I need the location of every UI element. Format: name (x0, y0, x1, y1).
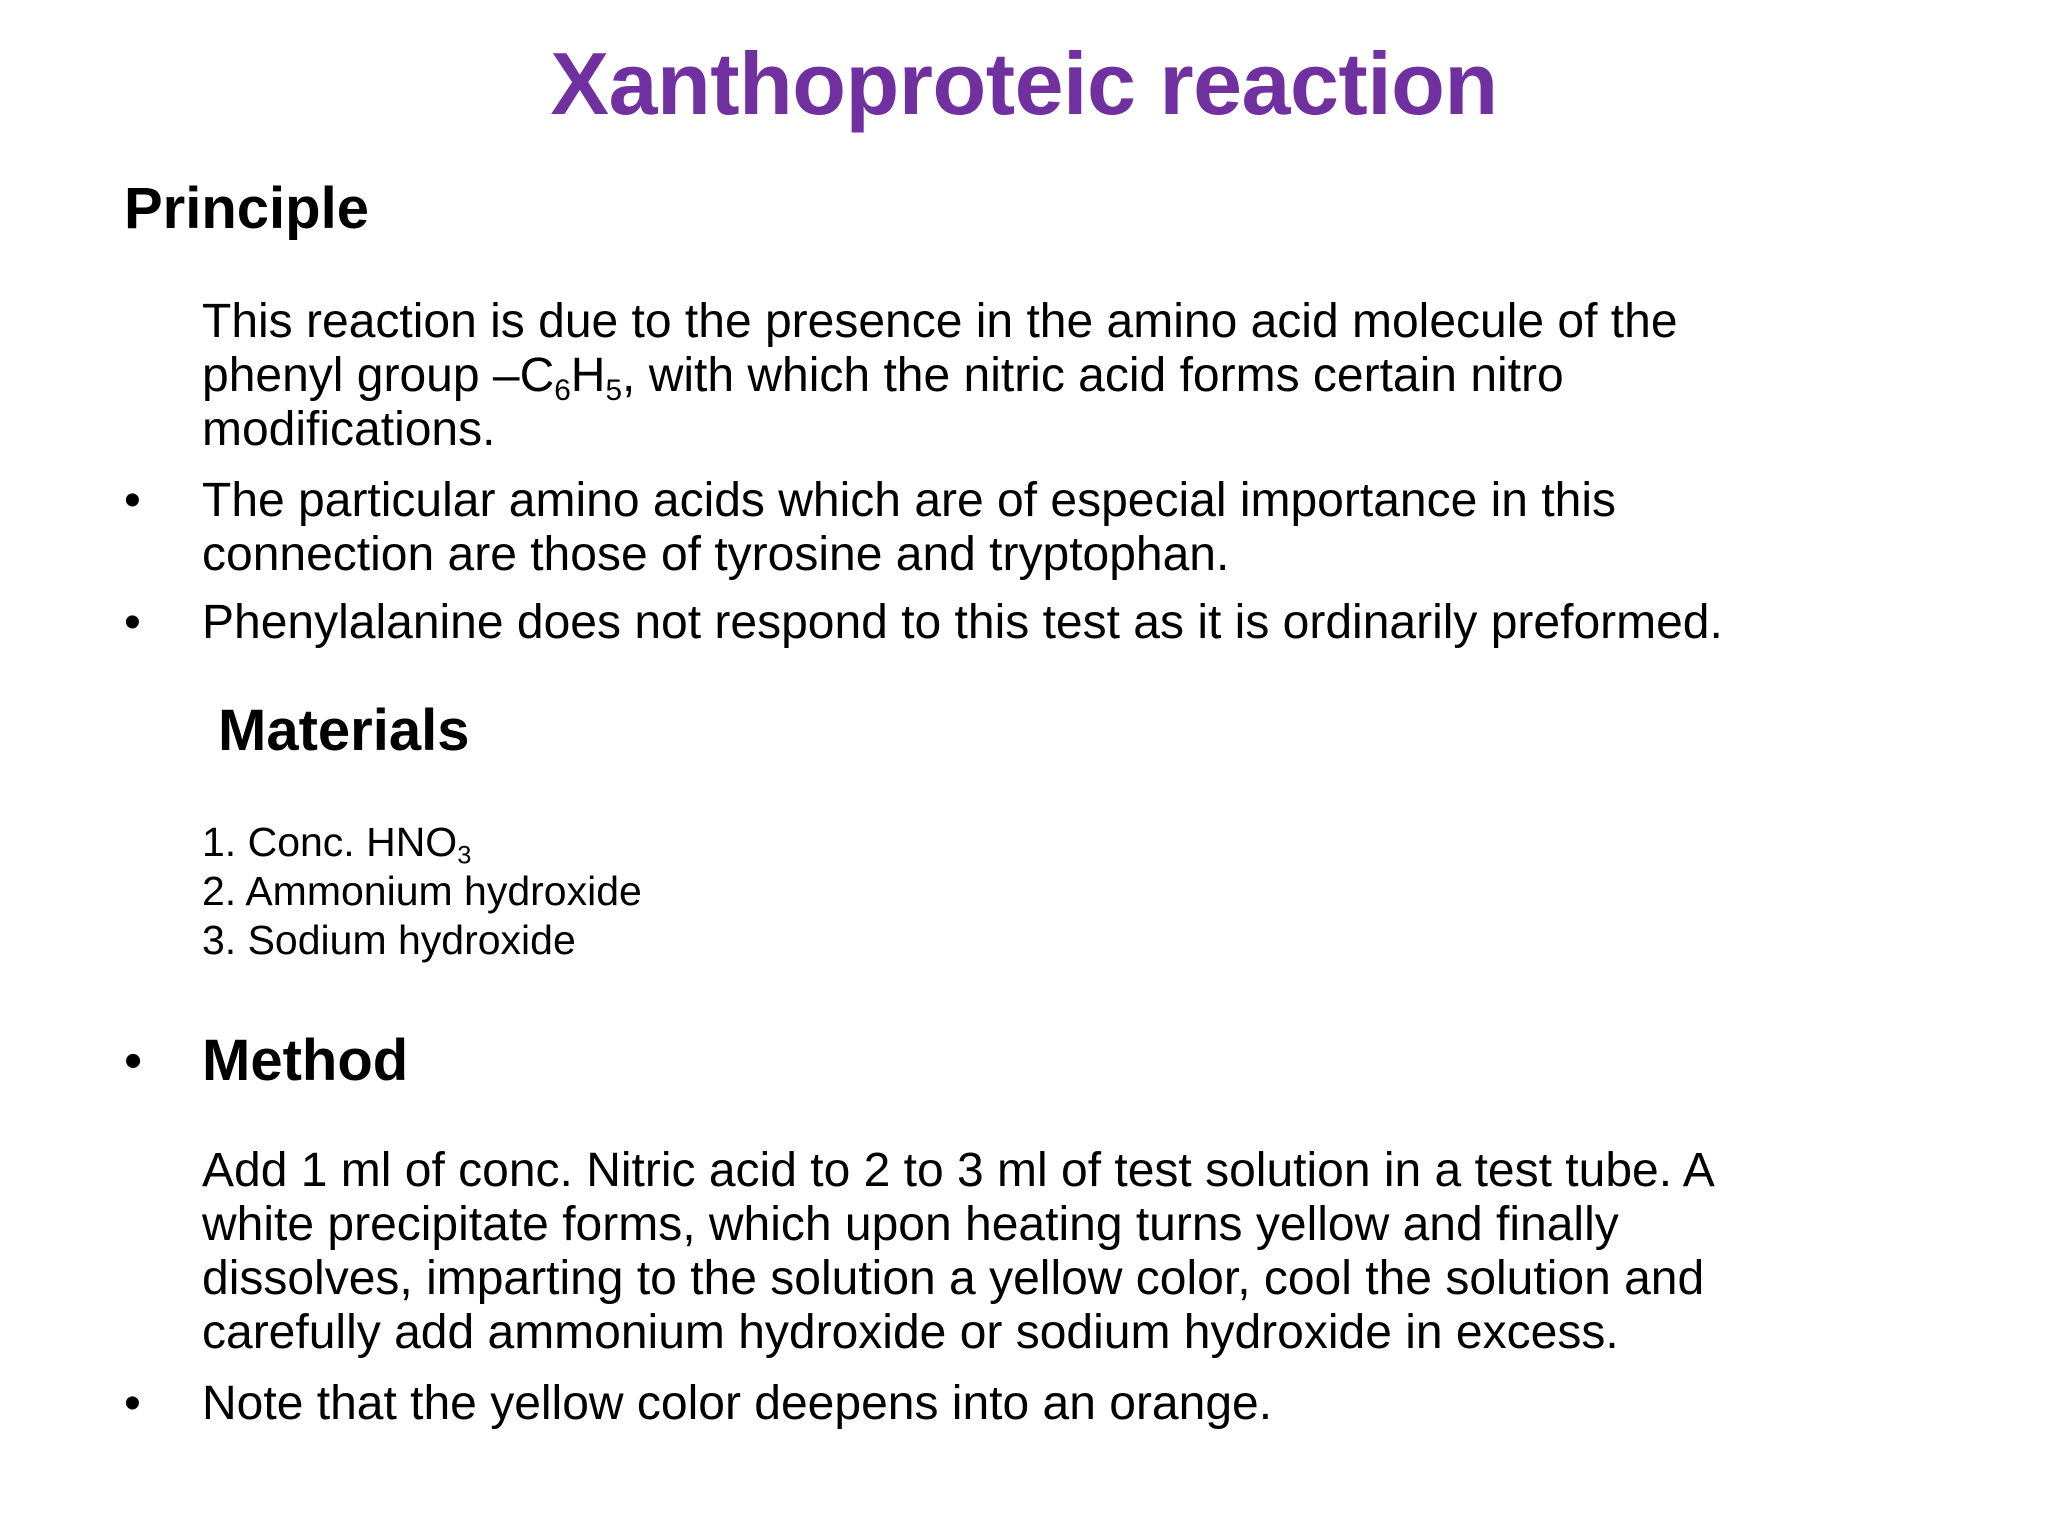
intro-subscript-5: 5 (605, 373, 623, 407)
method-note: Note that the yellow color deepens into an orange. (202, 1377, 1273, 1430)
method-para-line-4: carefully add ammonium hydroxide or sodium hydroxide in excess. (202, 1306, 1619, 1359)
principle-intro-line-1: This reaction is due to the presence in the amino acid molecule of the (202, 295, 1678, 348)
materials-item-2: 2. Ammonium hydroxide (202, 868, 642, 914)
materials-subscript-3: 3 (457, 841, 472, 870)
intro-subscript-6: 6 (554, 373, 571, 407)
principle-bullet-1-line-2: connection are those of tyrosine and tryptophan. (202, 528, 1230, 581)
bullet-marker: • (124, 1032, 143, 1090)
method-heading: Method (202, 1028, 409, 1093)
bullet-marker: • (124, 596, 141, 649)
method-para-line-2: white precipitate forms, which upon heating turns yellow and finally (202, 1198, 1619, 1251)
principle-bullet-2: Phenylalanine does not respond to this test as it is ordinarily preformed. (202, 596, 1723, 649)
intro-line-2-post: , with which the nitric acid forms certain nitro (622, 349, 1564, 402)
principle-heading: Principle (124, 176, 369, 241)
intro-line-2-pre: phenyl group –C (202, 349, 555, 402)
materials-item-1 (202, 818, 472, 870)
bullet-marker: • (124, 1377, 141, 1430)
intro-line-2-mid: H (570, 349, 606, 402)
principle-bullet-1-line-1: The particular amino acids which are of especial importance in this (202, 474, 1617, 527)
principle-intro-line-2 (202, 349, 1564, 407)
bullet-marker: • (124, 474, 141, 527)
slide-title: Xanthoproteic reaction (550, 34, 1498, 133)
method-para-line-3: dissolves, imparting to the solution a yellow color, cool the solution and (202, 1252, 1705, 1305)
materials-item-1-text: 1. Conc. HNO (202, 819, 458, 865)
materials-heading: Materials (218, 698, 470, 763)
method-para-line-1: Add 1 ml of conc. Nitric acid to 2 to 3 ml of test solution in a test tube. A (202, 1144, 1715, 1197)
principle-intro-line-3: modifications. (202, 403, 496, 456)
materials-item-3: 3. Sodium hydroxide (202, 917, 576, 963)
